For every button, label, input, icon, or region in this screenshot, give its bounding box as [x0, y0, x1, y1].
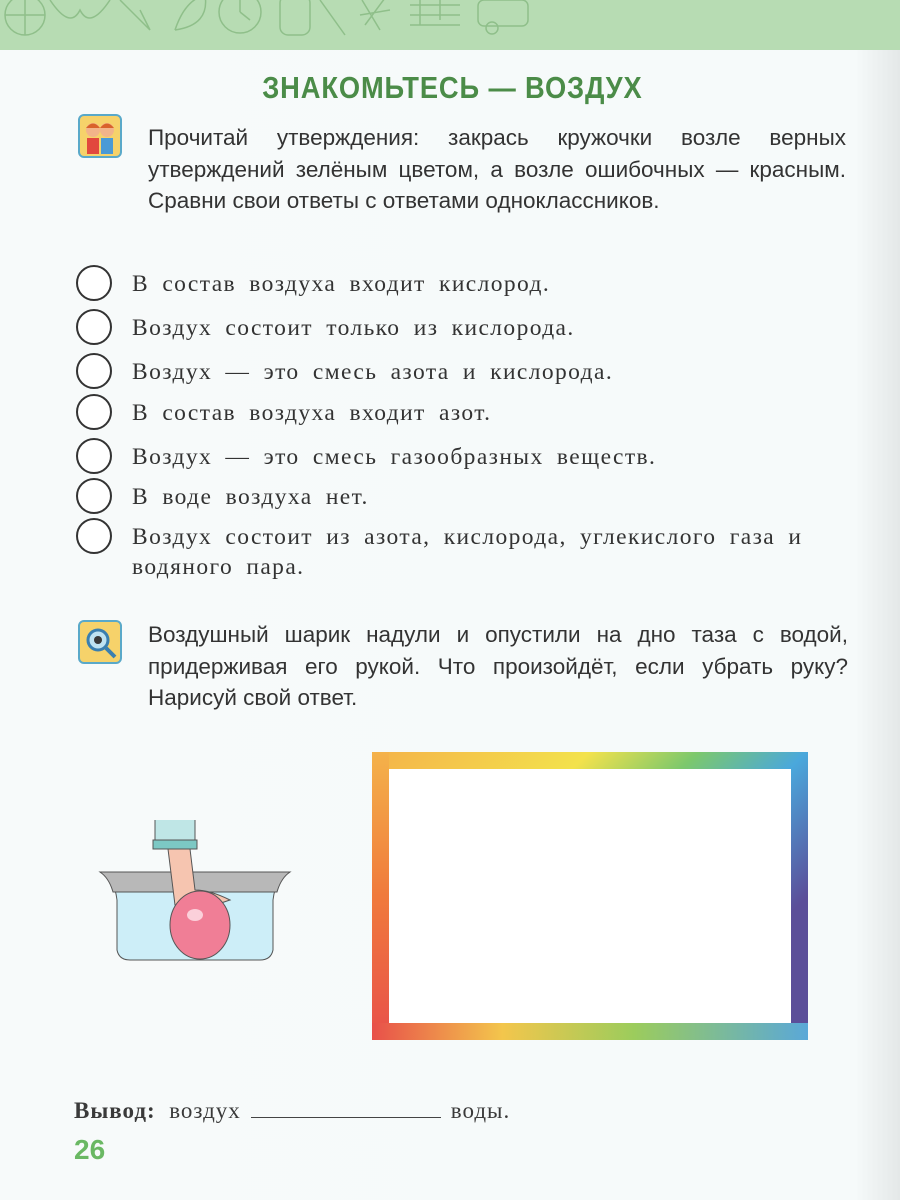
statement-text: Воздух состоит из азота, кислорода, углекислого газа и водяного пара.: [132, 524, 803, 580]
answer-circle[interactable]: [76, 478, 112, 514]
task2-instruction: Воздушный шарик надули и опустили на дно таза с водой, придерживая его рукой. Что произойдёт, если убрать руку? Нарисуй свой ответ.: [148, 622, 848, 710]
statement-text: Воздух — это смесь азота и кислорода.: [132, 359, 614, 385]
conclusion-before: воздух: [169, 1098, 241, 1123]
conclusion-label: Вывод:: [74, 1098, 156, 1123]
answer-circle[interactable]: [76, 518, 112, 554]
answer-circle[interactable]: [76, 265, 112, 301]
statement-text: В состав воздуха входит азот.: [132, 400, 492, 426]
page-number: 26: [74, 1134, 106, 1165]
statement-text: Воздух — это смесь газообразных веществ.: [132, 444, 657, 470]
statement-text: Воздух состоит только из кислорода.: [132, 315, 575, 341]
answer-circle[interactable]: [76, 438, 112, 474]
answer-circle[interactable]: [76, 309, 112, 345]
task1-instruction: Прочитай утверждения: закрась кружочки возле верных утверждений зелёным цветом, а возле ошибочных — красным. Сравни свои ответы с ответами одноклассников.: [148, 125, 846, 213]
statement-row: [76, 518, 852, 582]
decorative-header-band: [0, 0, 900, 50]
magnifier-child-icon: [78, 620, 122, 664]
conclusion-after: воды.: [450, 1098, 511, 1123]
statement-text: В воде воздуха нет.: [132, 484, 369, 510]
statement-row: [76, 478, 852, 514]
statement-row: [76, 353, 852, 389]
answer-circle[interactable]: [76, 353, 112, 389]
conclusion-blank-field[interactable]: [251, 1117, 441, 1118]
statement-row: [76, 394, 852, 430]
balloon-in-basin-illustration: [95, 820, 295, 970]
statement-text: В состав воздуха входит кислород.: [132, 271, 551, 297]
answer-circle[interactable]: [76, 394, 112, 430]
statement-row: [76, 309, 852, 345]
page-title: ЗНАКОМЬТЕСЬ — ВОЗДУХ: [262, 70, 643, 105]
frame-left-edge: [372, 752, 389, 1040]
frame-bottom-edge: [372, 1023, 808, 1040]
statement-row: [76, 265, 852, 301]
conclusion-line: [74, 1098, 510, 1124]
drawing-area[interactable]: [389, 769, 791, 1023]
statement-row: [76, 438, 852, 474]
two-children-icon: [78, 114, 122, 158]
